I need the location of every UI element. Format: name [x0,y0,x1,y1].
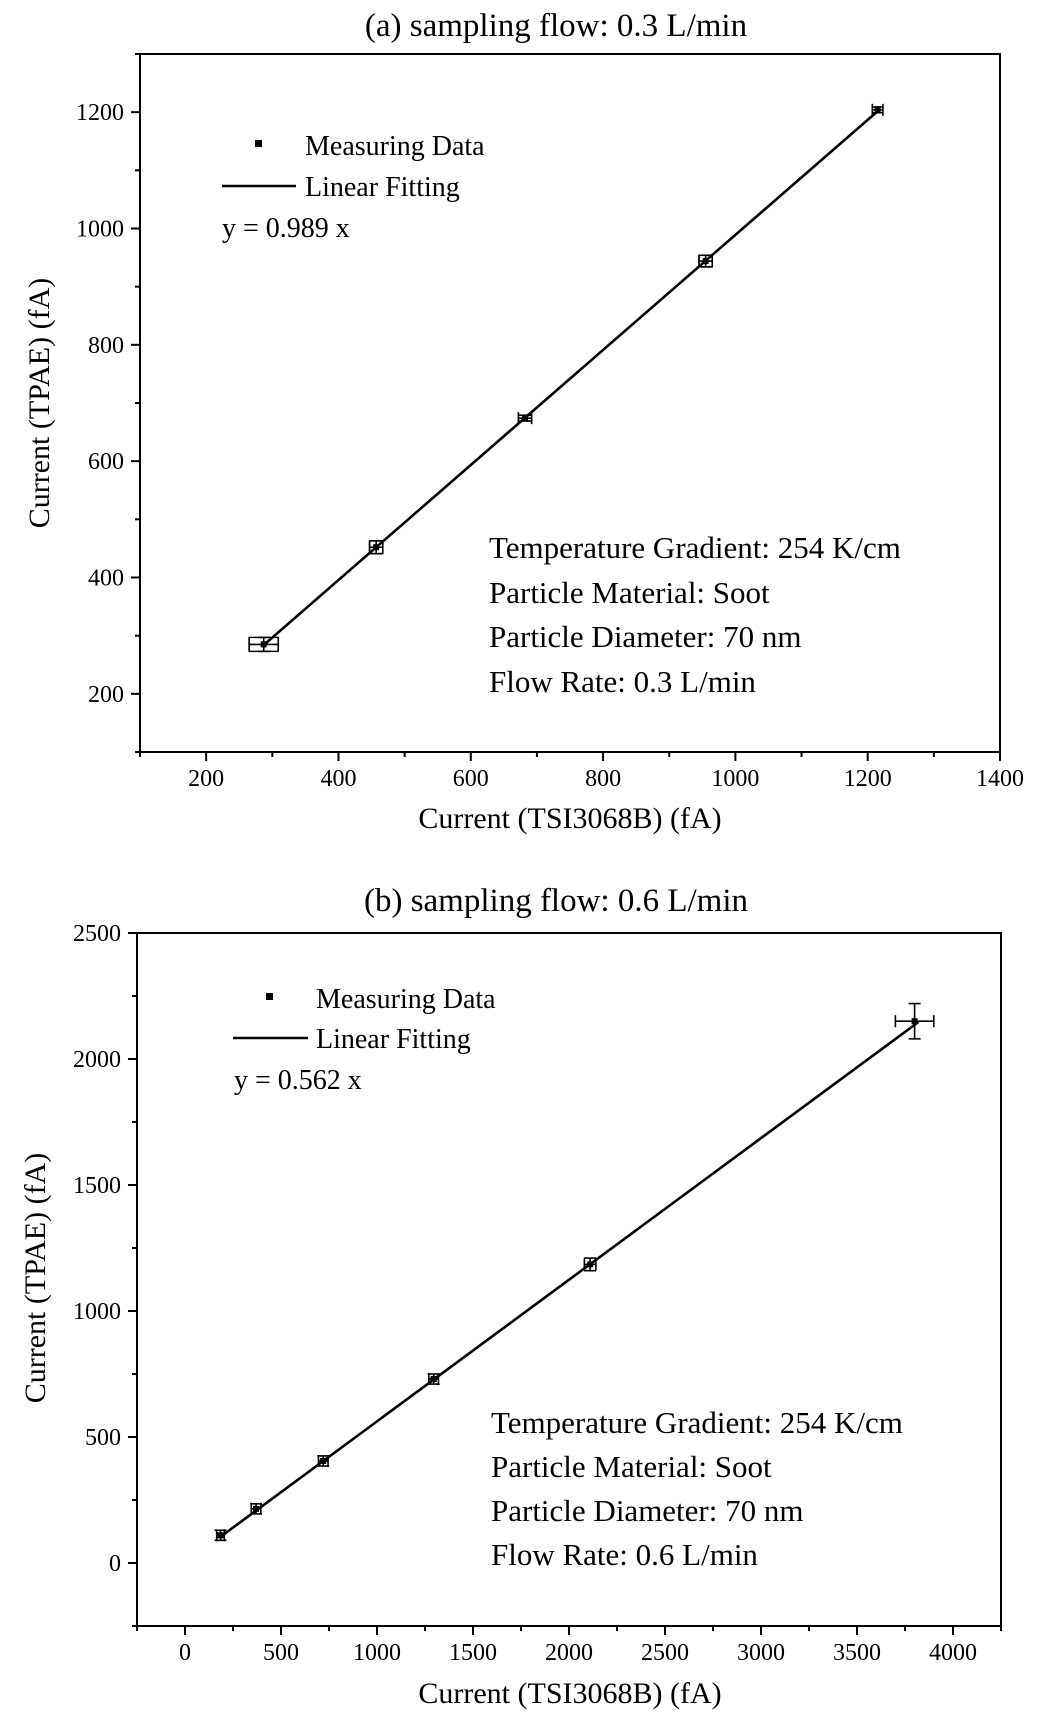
y-tick-label: 800 [88,332,124,359]
annotation-material: Particle Material: Soot [491,1449,772,1484]
legend-label-fitting: Linear Fitting [316,1024,471,1055]
x-tick-label: 2000 [545,1640,593,1666]
data-point [250,1503,262,1515]
y-tick-label: 0 [109,1551,121,1577]
y-tick-label: 400 [88,565,124,592]
y-tick-label: 2500 [73,921,121,947]
data-marker [320,1458,326,1464]
x-tick-label: 1400 [976,766,1024,792]
annotation-flow-rate: Flow Rate: 0.3 L/min [489,664,756,699]
x-tick-label: 0 [179,1640,191,1666]
data-marker [431,1376,437,1382]
legend-marker-measuring [255,140,262,147]
x-ticks [137,1626,1001,1666]
y-tick-label: 600 [88,449,124,476]
x-tick-label: 500 [263,1640,299,1666]
legend [222,131,485,244]
y-tick-label: 1500 [73,1173,121,1199]
y-axis-label: Current (TPAE) (fA) [23,277,56,529]
data-marker [703,258,709,264]
legend-label-measuring: Measuring Data [305,131,485,162]
annotation-block [489,530,901,699]
data-marker [587,1261,593,1267]
annotation-flow-rate: Flow Rate: 0.6 L/min [491,1537,758,1572]
chart-panel-a [23,8,1024,835]
data-point [317,1455,329,1467]
chart-title: (b) sampling flow: 0.6 L/min [363,883,749,919]
annotation-material: Particle Material: Soot [489,575,770,610]
y-tick-label: 200 [88,681,124,708]
legend-marker-measuring [266,993,273,1000]
x-tick-label: 800 [585,766,622,792]
annotation-temperature: Temperature Gradient: 254 K/cm [491,1405,903,1440]
x-axis-label: Current (TSI3068B) (fA) [418,802,722,835]
x-tick-label: 1500 [449,1640,497,1666]
data-marker [218,1532,224,1538]
data-marker [373,544,379,550]
y-tick-label: 1200 [76,100,124,127]
data-point [249,637,278,651]
data-point [428,1373,440,1385]
x-tick-label: 2500 [641,1640,689,1666]
annotation-temperature: Temperature Gradient: 254 K/cm [489,530,901,565]
x-tick-label: 4000 [929,1640,977,1666]
data-marker [912,1018,918,1024]
x-tick-label: 3000 [737,1640,785,1666]
x-tick-label: 1000 [353,1640,401,1666]
legend-label-measuring: Measuring Data [316,984,496,1015]
y-ticks [73,921,137,1626]
annotation-diameter: Particle Diameter: 70 nm [491,1493,804,1528]
annotation-block [491,1405,903,1572]
data-marker [875,107,881,113]
chart-title: (a) sampling flow: 0.3 L/min [364,8,748,44]
data-marker [261,641,267,647]
legend [233,984,496,1096]
fit-equation: y = 0.562 x [234,1065,362,1096]
x-tick-label: 400 [320,766,357,792]
y-tick-label: 1000 [73,1299,121,1325]
x-tick-label: 600 [452,766,489,792]
annotation-diameter: Particle Diameter: 70 nm [489,619,802,654]
fit-equation: y = 0.989 x [222,213,350,244]
chart-panel-b [19,883,1001,1710]
data-marker [522,415,528,421]
x-tick-label: 1000 [711,766,760,792]
data-marker [253,1506,259,1512]
y-ticks [76,54,140,752]
data-point [215,1529,227,1541]
y-tick-label: 2000 [73,1047,121,1073]
y-tick-label: 500 [85,1425,121,1451]
x-tick-label: 1200 [843,766,892,792]
x-tick-label: 200 [188,766,225,792]
x-tick-label: 3500 [833,1640,881,1666]
y-tick-label: 1000 [76,216,124,243]
legend-label-fitting: Linear Fitting [305,172,460,203]
x-ticks [140,752,1024,792]
x-axis-label: Current (TSI3068B) (fA) [418,1677,722,1710]
y-axis-label: Current (TPAE) (fA) [19,1152,52,1404]
